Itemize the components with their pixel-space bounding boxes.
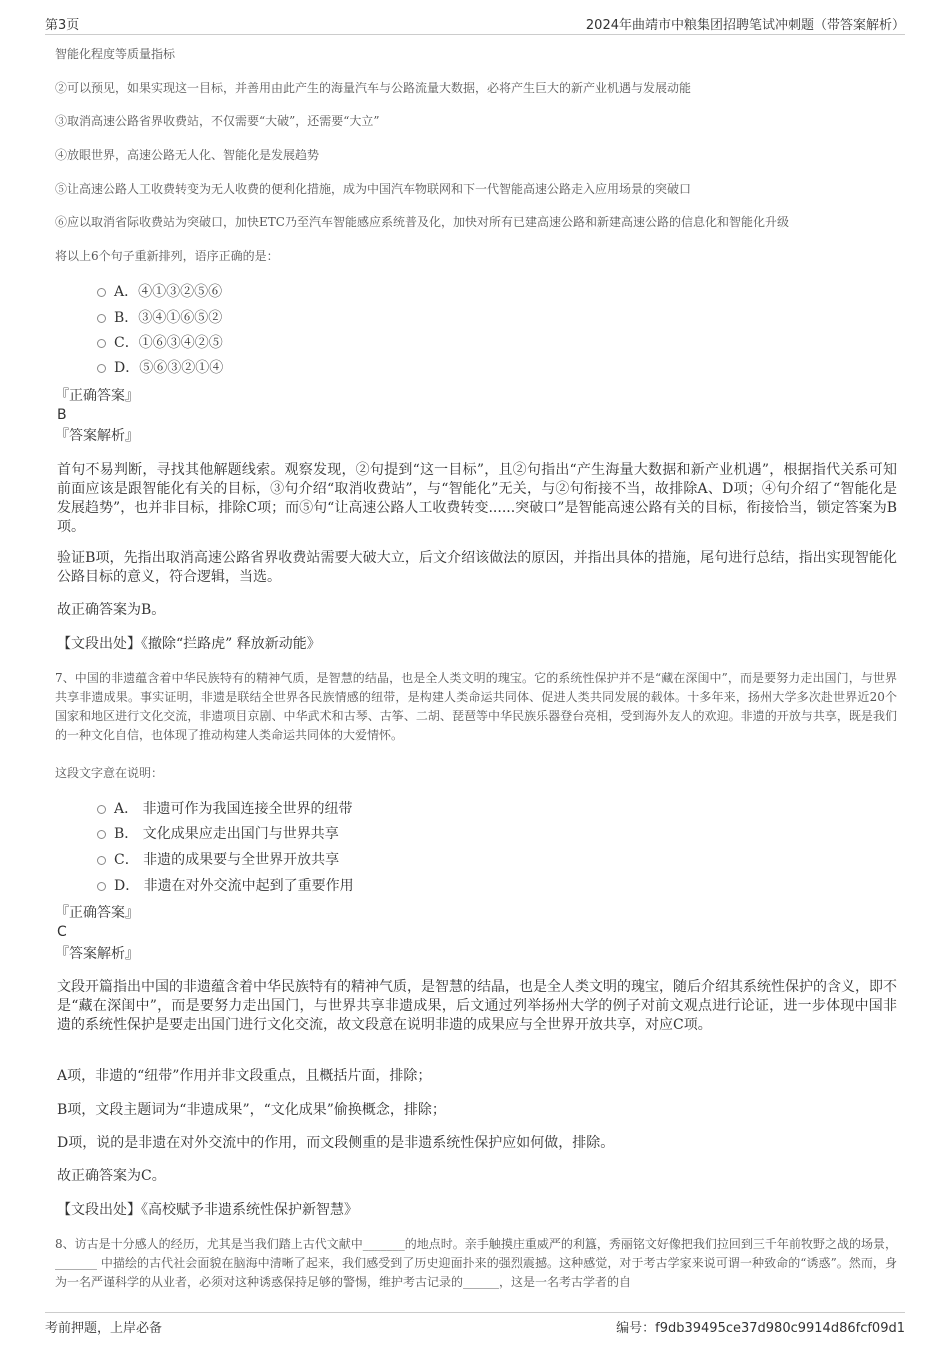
radio-icon[interactable] — [97, 364, 106, 373]
sentence-6: ⑥应以取消省际收费站为突破口，加快ETC乃至汽车智能感应系统普及化，加快对所有已建高速公路和新建高速公路的信息化和智能化升级 — [55, 215, 789, 229]
option-c[interactable]: C． 非遗的成果要与全世界开放共享 — [97, 850, 339, 870]
option-d[interactable]: D．⑤⑥③②①④ — [97, 358, 223, 378]
analysis-label: 『答案解析』 — [55, 946, 139, 962]
analysis-paragraph: 验证B项，先指出取消高速公路省界收费站需要大破大立，后文介绍该做法的原因，并指出具体的措施，尾句进行总结，指出实现智能化公路目标的意义，符合逻辑，当选。 — [57, 550, 897, 585]
sentence-2: ②可以预见，如果实现这一目标，并善用由此产生的海量汽车与公路流量大数据，必将产生巨大的新产业机遇与发展动能 — [55, 81, 692, 95]
page-number: 第3页 — [45, 18, 80, 33]
sentence-5: ⑤让高速公路人工收费转变为无人收费的便利化措施，成为中国汽车物联网和下一代智能高速公路走入应用场景的突破口 — [55, 182, 692, 196]
radio-icon[interactable] — [97, 882, 106, 891]
sentence-1: 智能化程度等质量指标 — [55, 47, 176, 61]
radio-icon[interactable] — [97, 314, 106, 323]
correct-answer: C — [57, 924, 67, 940]
question-prompt: 将以上6个句子重新排列，语序正确的是： — [55, 249, 279, 263]
analysis-conclusion: 故正确答案为B。 — [57, 602, 166, 618]
analysis-paragraph: 首句不易判断，寻找其他解题线索。观察发现，②句提到“这一目标”，且②句指出“产生海量大数据和新产业机遇”，根据指代关系可知前面应该是跟智能化有关的目标，③句介绍“取消收费站”，与“智能化”无关，与②句衔接不当，故排除A、D项；④句介绍了“智能化是发展趋势”，也并非目标，排除C项；而⑤句“让高速公路人工收费转变......突破口”是智能高速公路有关的目标，衔接恰当，锁定答案为B项。 — [57, 462, 897, 535]
analysis-option-a: A项，非遗的“纽带”作用并非文段重点，且概括片面，排除； — [57, 1068, 432, 1084]
correct-answer: B — [57, 407, 67, 423]
option-b[interactable]: B．③④①⑥⑤② — [97, 308, 222, 328]
analysis-option-b: B项，文段主题词为“非遗成果”，“文化成果”偷换概念，排除； — [57, 1102, 446, 1118]
option-a[interactable]: A．④①③②⑤⑥ — [97, 282, 222, 302]
radio-icon[interactable] — [97, 288, 106, 297]
document-title: 2024年曲靖市中粮集团招聘笔试冲刺题（带答案解析） — [585, 18, 905, 33]
option-a[interactable]: A． 非遗可作为我国连接全世界的纽带 — [97, 799, 353, 819]
radio-icon[interactable] — [97, 339, 106, 348]
analysis-option-d: D项，说的是非遗在对外交流中的作用，而文段侧重的是非遗系统性保护应如何做，排除。 — [57, 1135, 615, 1151]
page-header — [45, 12, 905, 35]
document-id: 编号：f9db39495ce37d980c9914d86fcf09d1 — [616, 1321, 905, 1336]
answer-label: 『正确答案』 — [55, 905, 139, 921]
question-stem: 7、中国的非遗蕴含着中华民族特有的精神气质，是智慧的结晶，也是全人类文明的瑰宝。它的系统性保护并不是“藏在深闺中”，而是要努力走出国门，与世界共享非遗成果。事实证明，非遗是联结全世界各民族情感的纽带，是构建人类命运共同体、促进人类共同发展的载体。十多年来，扬州大学多次赴世界近20个国家和地区进行文化交流，非遗项目京剧、中华武术和古琴、古筝、二胡、琵琶等中华民族乐器登台亮相，受到海外友人的欢迎。非遗的开放与共享，既是我们的一种文化自信，也体现了推动构建人类命运共同体的大爱情怀。 — [55, 671, 897, 742]
radio-icon[interactable] — [97, 805, 106, 814]
radio-icon[interactable] — [97, 856, 106, 865]
analysis-conclusion: 故正确答案为C。 — [57, 1168, 166, 1184]
sentence-4: ④放眼世界，高速公路无人化、智能化是发展趋势 — [55, 148, 320, 162]
question-stem: 8、访古是十分感人的经历，尤其是当我们踏上古代文献中_______的地点时。亲手触摸庄重威严的利簋，秀丽铭文好像把我们拉回到三千年前牧野之战的场景，_______ 中描绘的古代社会面貌在脑海中清晰了起来，我们感受到了历史迎面扑来的强烈震撼。这种感觉，对于考古学家来说可谓一种致命的“诱惑”。然而，身为一名严谨科学的从业者，必须对这种诱惑保持足够的警惕，维护考古记录的______，这是一名考古学者的自 — [55, 1237, 897, 1289]
radio-icon[interactable] — [97, 830, 106, 839]
analysis-paragraph: 文段开篇指出中国的非遗蕴含着中华民族特有的精神气质，是智慧的结晶，也是全人类文明的瑰宝，随后介绍其系统性保护的含义，即不是“藏在深闺中”，而是要努力走出国门，与世界共享非遗成果，后文通过列举扬州大学的例子对前文观点进行论证，进一步体现中国非遗的系统性保护是要走出国门进行文化交流，故文段意在说明非遗的成果应与全世界开放共享，对应C项。 — [57, 979, 897, 1033]
answer-label: 『正确答案』 — [55, 388, 139, 404]
option-b[interactable]: B． 文化成果应走出国门与世界共享 — [97, 824, 339, 844]
sentence-3: ③取消高速公路省界收费站，不仅需要“大破”，还需要“大立” — [55, 114, 380, 128]
question-prompt: 这段文字意在说明： — [55, 766, 164, 780]
option-c[interactable]: C．①⑥③④②⑤ — [97, 333, 223, 353]
option-d[interactable]: D． 非遗在对外交流中起到了重要作用 — [97, 876, 354, 896]
source-citation: 【文段出处】《高校赋予非遗系统性保护新智慧》 — [57, 1202, 358, 1218]
source-citation: 【文段出处】《撤除“拦路虎” 释放新动能》 — [57, 636, 321, 652]
page-footer — [45, 1312, 905, 1337]
footer-slogan: 考前押题，上岸必备 — [45, 1321, 163, 1336]
analysis-label: 『答案解析』 — [55, 428, 139, 444]
